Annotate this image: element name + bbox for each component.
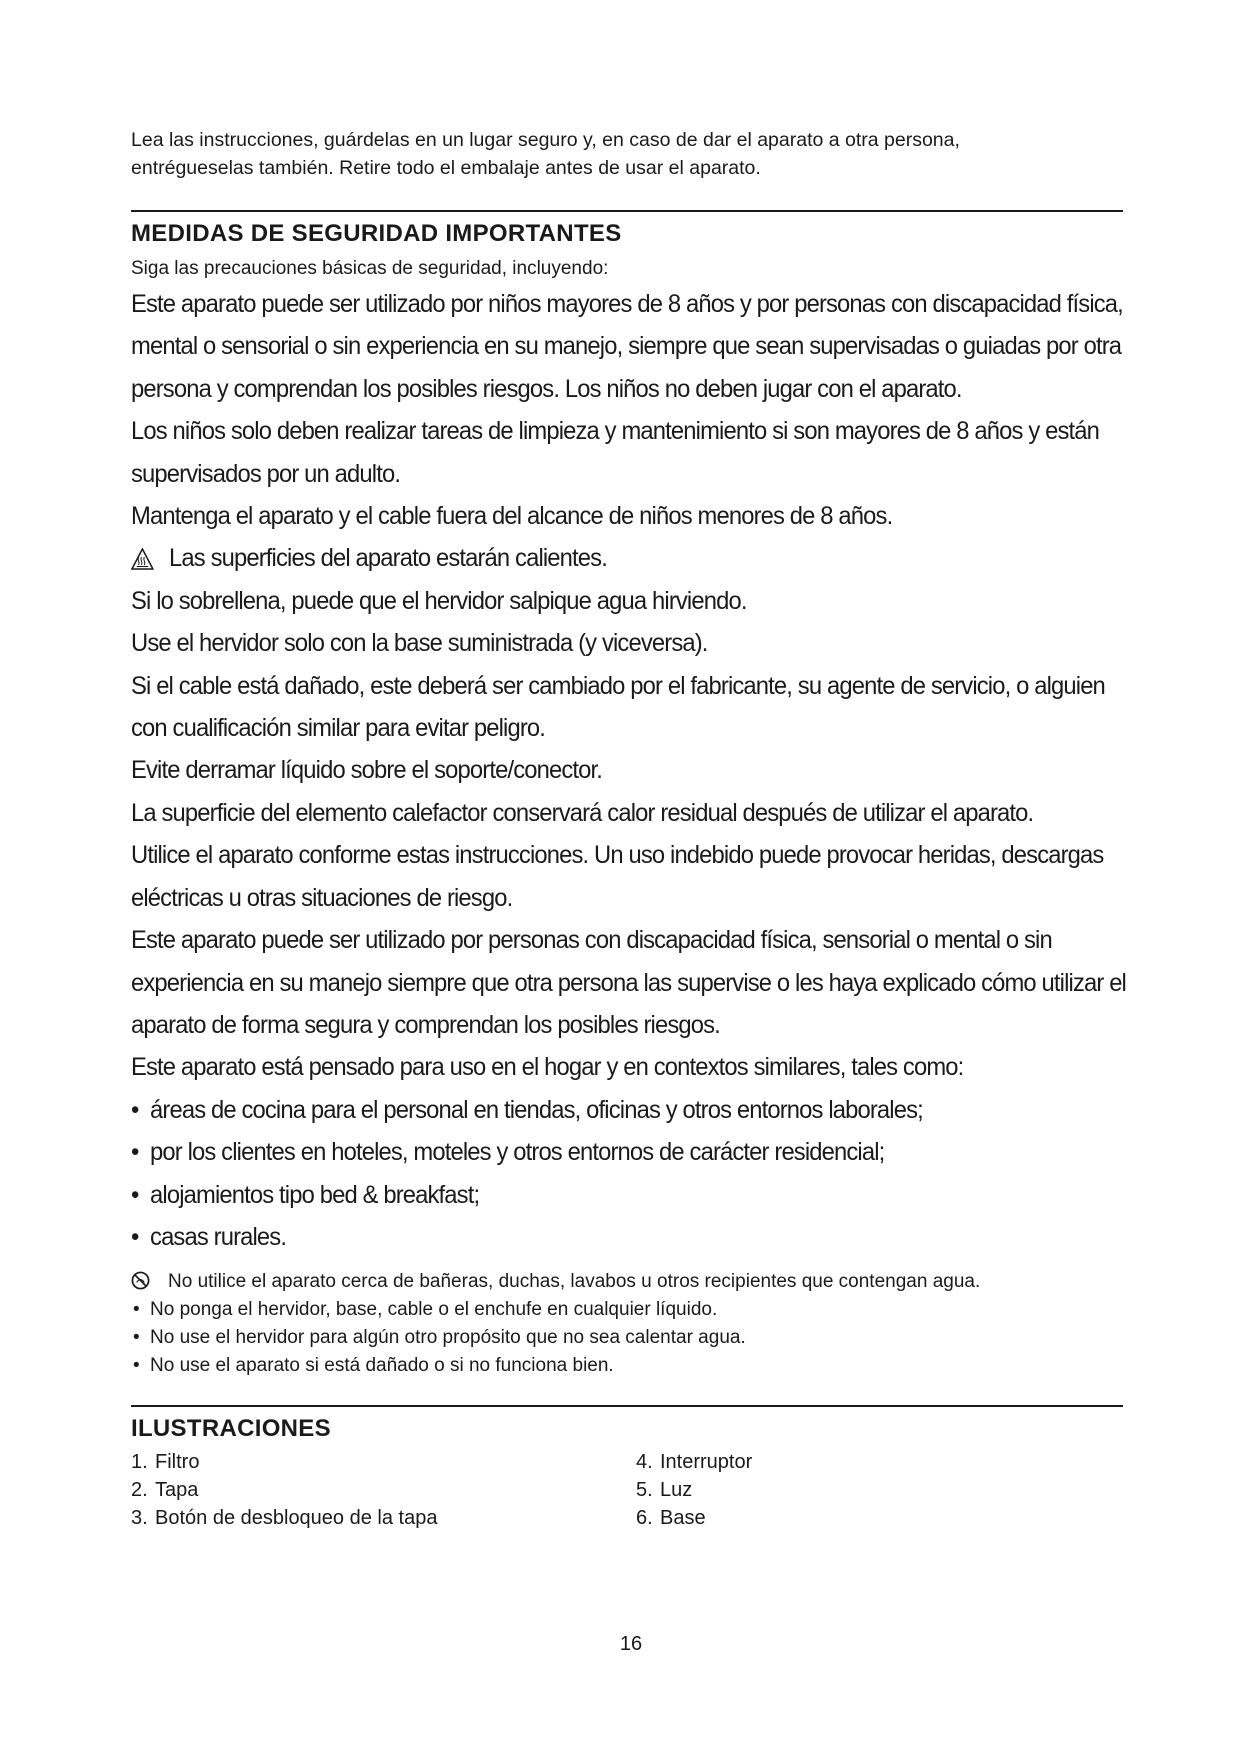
additional-warnings xyxy=(131,1268,1131,1380)
illustrations-list-right xyxy=(636,1448,752,1532)
small-bullet: • No ponga el hervidor, base, cable o el enchufe en cualquier líquido. xyxy=(133,1299,718,1320)
safety-line: Los niños solo deben realizar tareas de limpieza y mantenimiento si son mayores de 8 años y están xyxy=(131,417,1100,446)
illustrations-list-left xyxy=(131,1448,437,1532)
usage-bullet: • alojamientos tipo bed & breakfast; xyxy=(131,1180,480,1209)
illustration-label: Tapa xyxy=(155,1479,199,1501)
intro-line: entrégueselas también. Retire todo el embalaje antes de usar el aparato. xyxy=(131,157,761,179)
hot-surface-text: Las superficies del aparato estarán calientes. xyxy=(169,544,607,573)
illustration-item: 6. Base xyxy=(636,1507,706,1529)
usage-bullet-text: por los clientes en hoteles, moteles y otros entornos de carácter residencial; xyxy=(150,1138,885,1167)
illustration-item: 2. Tapa xyxy=(131,1479,199,1501)
illustration-item: 5. Luz xyxy=(636,1479,693,1501)
safety-line: Si el cable está dañado, este deberá ser cambiado por el fabricante, su agente de servicio, o alguien xyxy=(131,671,1105,700)
section-divider xyxy=(131,210,1123,212)
small-bullet-text: No use el hervidor para algún otro propósito que no sea calentar agua. xyxy=(150,1327,746,1348)
illustration-item: 4. Interruptor xyxy=(636,1451,753,1473)
safety-subheading: Siga las precauciones básicas de seguridad, incluyendo: xyxy=(131,258,609,279)
safety-line: supervisados por un adulto. xyxy=(131,459,401,488)
usage-bullet: • por los clientes en hoteles, moteles y otros entornos de carácter residencial; xyxy=(131,1138,885,1167)
illustration-item: 3. Botón de desbloqueo de la tapa xyxy=(131,1507,438,1529)
illustration-label: Base xyxy=(660,1507,706,1529)
illustrations-heading: ILUSTRACIONES xyxy=(131,1415,331,1442)
usage-bullet: • casas rurales. xyxy=(131,1222,287,1251)
intro-line: Lea las instrucciones, guárdelas en un lugar seguro y, en caso de dar el aparato a otra persona, xyxy=(131,129,960,151)
safety-line: persona y comprendan los posibles riesgos. Los niños no deben jugar con el aparato. xyxy=(131,374,962,403)
bath-warning-text: No utilice el aparato cerca de bañeras, duchas, lavabos u otros recipientes que contengan agua. xyxy=(168,1271,981,1292)
safety-line: eléctricas u otras situaciones de riesgo. xyxy=(131,883,513,912)
safety-line: experiencia en su manejo siempre que otra persona las supervise o les haya explicado cómo utilizar el xyxy=(131,968,1126,997)
safety-line: mental o sensorial o sin experiencia en su manejo, siempre que sean supervisadas o guiadas por otra xyxy=(131,332,1122,361)
intro-text xyxy=(131,126,1131,182)
safety-line: con cualificación similar para evitar peligro. xyxy=(131,714,546,743)
safety-line: Use el hervidor solo con la base suministrada (y viceversa). xyxy=(131,629,708,658)
safety-line: Este aparato está pensado para uso en el hogar y en contextos similares, tales como: xyxy=(131,1053,964,1082)
illustration-label: Luz xyxy=(660,1479,693,1501)
illustration-item: 1. Filtro xyxy=(131,1451,200,1473)
section-divider xyxy=(131,1405,1123,1407)
hot-surface-line xyxy=(131,537,1082,579)
illustration-label: Filtro xyxy=(155,1451,200,1473)
safety-line: La superficie del elemento calefactor conservará calor residual después de utilizar el aparato. xyxy=(131,798,1034,827)
bath-warning xyxy=(131,1268,1131,1296)
illustration-label: Interruptor xyxy=(660,1451,753,1473)
usage-bullet-text: alojamientos tipo bed & breakfast; xyxy=(150,1180,480,1209)
usage-bullet-text: casas rurales. xyxy=(150,1222,287,1251)
safety-line: Evite derramar líquido sobre el soporte/conector. xyxy=(131,756,603,785)
illustration-label: Botón de desbloqueo de la tapa xyxy=(155,1507,438,1529)
small-bullet: • No use el aparato si está dañado o si no funciona bien. xyxy=(133,1355,614,1376)
safety-line: Utilice el aparato conforme estas instrucciones. Un uso indebido puede provocar heridas, descargas xyxy=(131,841,1104,870)
usage-bullet-text: áreas de cocina para el personal en tiendas, oficinas y otros entornos laborales; xyxy=(150,1095,923,1124)
small-bullet-text: No use el aparato si está dañado o si no funciona bien. xyxy=(150,1355,614,1376)
safety-line: Mantenga el aparato y el cable fuera del alcance de niños menores de 8 años. xyxy=(131,502,893,531)
safety-line: aparato de forma segura y comprendan los posibles riesgos. xyxy=(131,1010,720,1039)
small-bullet: • No use el hervidor para algún otro propósito que no sea calentar agua. xyxy=(133,1327,746,1348)
safety-line: Si lo sobrellena, puede que el hervidor salpique agua hirviendo. xyxy=(131,586,747,615)
safety-line: Este aparato puede ser utilizado por niños mayores de 8 años y por personas con discapacidad física, xyxy=(131,290,1123,318)
no-water-prohibition-icon xyxy=(131,1271,150,1290)
hot-surface-warning-icon xyxy=(131,548,154,570)
usage-bullet: • áreas de cocina para el personal en tiendas, oficinas y otros entornos laborales; xyxy=(131,1095,923,1124)
safety-heading: MEDIDAS DE SEGURIDAD IMPORTANTES xyxy=(131,220,622,247)
page-number: 16 xyxy=(619,1633,643,1655)
safety-line: Este aparato puede ser utilizado por personas con discapacidad física, sensorial o mental o sin xyxy=(131,926,1052,955)
small-bullet-text: No ponga el hervidor, base, cable o el enchufe en cualquier líquido. xyxy=(150,1299,718,1320)
safety-instructions xyxy=(131,283,1126,1258)
